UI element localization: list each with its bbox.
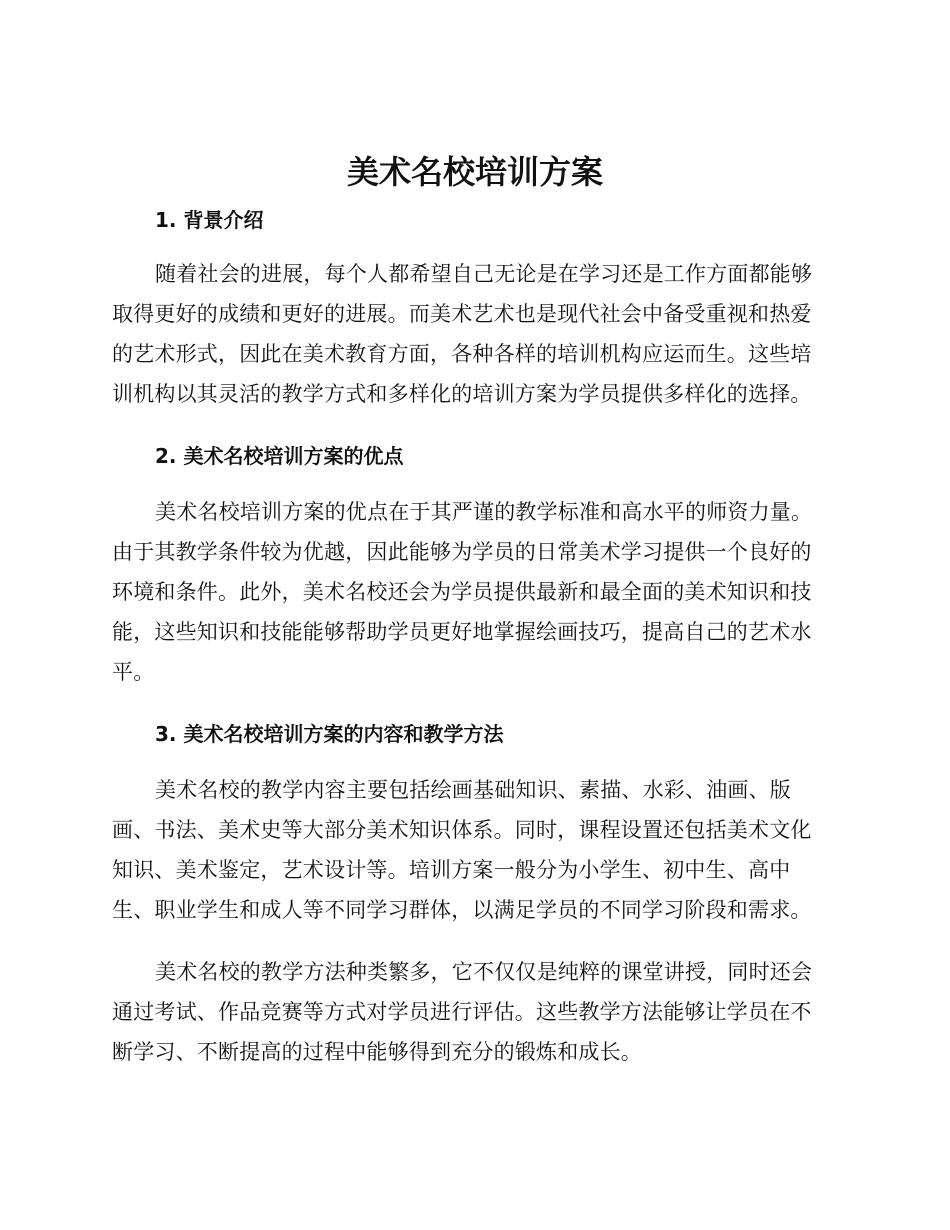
paragraph-line: 美术名校的教学内容主要包括绘画基础知识、素描、水彩、油画、版 (155, 778, 791, 802)
paragraph-line: 美术名校的教学方法种类繁多，它不仅仅是纯粹的课堂讲授，同时还会 (155, 960, 813, 984)
section-heading-background: 1. 背景介绍 (155, 208, 264, 232)
paragraph-line: 能，这些知识和技能能够帮助学员更好地掌握绘画技巧，提高自己的艺术水 (112, 620, 812, 644)
paragraph-line: 画、书法、美术史等大部分美术知识体系。同时，课程设置还包括美术文化 (112, 818, 812, 842)
section-3-paragraph-1 (112, 770, 840, 930)
paragraph-line: 的艺术形式，因此在美术教育方面，各种各样的培训机构应运而生。这些培 (112, 342, 812, 366)
section-heading-advantages: 2. 美术名校培训方案的优点 (155, 444, 404, 468)
paragraph-line: 生、职业学生和成人等不同学习群体，以满足学员的不同学习阶段和需求。 (112, 898, 812, 922)
paragraph-line: 美术名校培训方案的优点在于其严谨的教学标准和高水平的师资力量。 (155, 500, 813, 524)
section-3-paragraph-2 (112, 952, 840, 1072)
section-heading-content-methods: 3. 美术名校培训方案的内容和教学方法 (155, 722, 504, 746)
paragraph-line: 平。 (112, 660, 155, 684)
paragraph-line: 随着社会的进展，每个人都希望自己无论是在学习还是工作方面都能够 (155, 262, 813, 286)
paragraph-line: 取得更好的成绩和更好的进展。而美术艺术也是现代社会中备受重视和热爱 (112, 302, 812, 326)
paragraph-line: 通过考试、作品竞赛等方式对学员进行评估。这些教学方法能够让学员在不 (112, 1000, 812, 1024)
section-2-paragraph-1 (112, 492, 840, 692)
section-1-paragraph-1 (112, 254, 840, 414)
document-title: 美术名校培训方案 (346, 153, 603, 191)
paragraph-line: 训机构以其灵活的教学方式和多样化的培训方案为学员提供多样化的选择。 (112, 382, 812, 406)
paragraph-line: 环境和条件。此外，美术名校还会为学员提供最新和最全面的美术知识和技 (112, 580, 812, 604)
paragraph-line: 断学习、不断提高的过程中能够得到充分的锻炼和成长。 (112, 1040, 642, 1064)
paragraph-line: 由于其教学条件较为优越，因此能够为学员的日常美术学习提供一个良好的 (112, 540, 812, 564)
paragraph-line: 知识、美术鉴定，艺术设计等。培训方案一般分为小学生、初中生、高中 (112, 858, 791, 882)
